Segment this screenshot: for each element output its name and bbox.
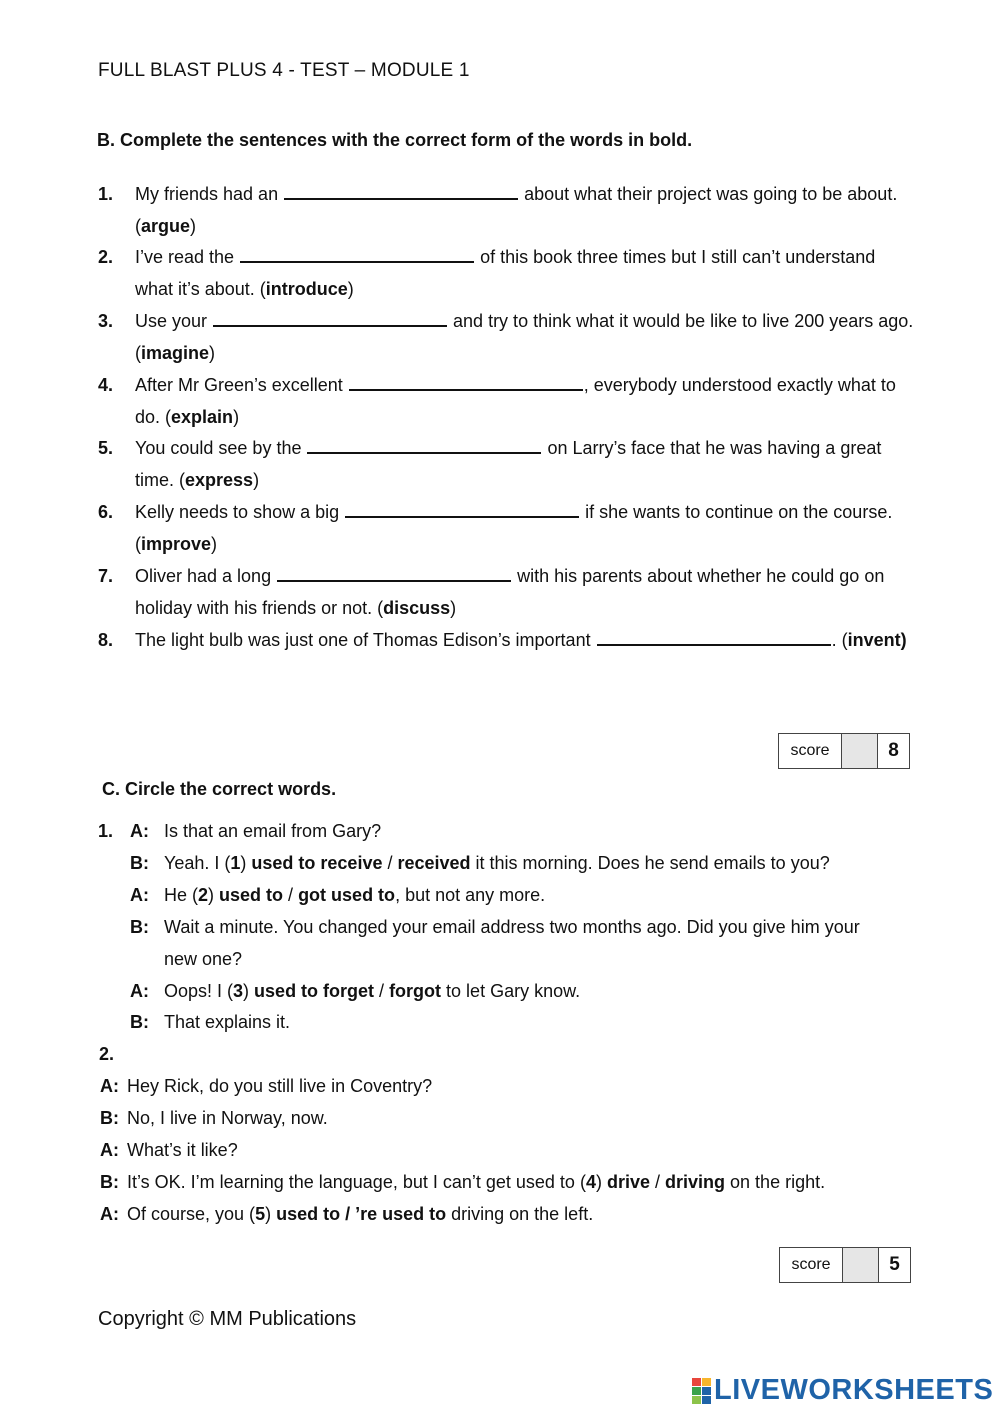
sentence-end: with his parents about whether he could go on holiday with his friends or not. (	[135, 566, 885, 618]
option-1: used to / ’re used to	[276, 1204, 447, 1224]
dialogue-text	[164, 847, 830, 879]
answer-blank[interactable]	[349, 371, 583, 391]
option-2: got used to	[298, 885, 396, 905]
item-number: 2.	[98, 247, 114, 267]
gap-number: 3	[233, 981, 244, 1001]
option-separator: /	[650, 1172, 666, 1192]
dialogue-line	[100, 1166, 825, 1198]
score-label: score	[780, 1248, 843, 1282]
score-input-cell[interactable]	[843, 1248, 879, 1282]
section-c-heading: C. Circle the correct words.	[102, 779, 337, 799]
sentence-end: about what their project was going to be about. (	[135, 184, 898, 236]
dialogue-text	[127, 1076, 432, 1096]
dialogue-line	[100, 1198, 593, 1230]
sentence-start: My friends had an	[135, 184, 284, 204]
keyword: introduce	[265, 279, 348, 299]
option-2: driving	[665, 1172, 726, 1192]
closing-paren: )	[211, 534, 218, 554]
logo-mark-icon	[692, 1378, 711, 1404]
text-part: He (	[164, 885, 199, 905]
dialogue-text	[127, 1108, 328, 1128]
speaker-label: B:	[130, 853, 149, 873]
text-part: What’s it like?	[127, 1140, 238, 1160]
exercise-item	[98, 241, 918, 305]
keyword: invent)	[847, 630, 907, 650]
speaker-label: B:	[130, 1012, 149, 1032]
answer-blank[interactable]	[307, 434, 541, 454]
sentence-end: if she wants to continue on the course. (	[135, 502, 893, 554]
text-part: it this morning. Does he send emails to you?	[470, 853, 830, 873]
answer-blank[interactable]	[213, 307, 447, 327]
item-sentence	[135, 560, 918, 624]
dialogue-line	[130, 847, 830, 879]
item-number: 1.	[98, 184, 114, 204]
sentence-end: of this book three times but I still can’t understand what it’s about. (	[135, 247, 876, 299]
item-sentence	[135, 305, 918, 369]
gap-number: 4	[585, 1172, 596, 1192]
section-b-heading: B. Complete the sentences with the correct form of the words in bold.	[97, 130, 693, 150]
option-separator: /	[283, 885, 299, 905]
option-1: used to	[219, 885, 284, 905]
sentence-end: and try to think what it would be like to live 200 years ago. (	[135, 311, 914, 363]
dialogue-text	[164, 975, 580, 1007]
speaker-label: A:	[130, 821, 149, 841]
text-part: Wait a minute. You changed your email address two months ago. Did you give him your	[164, 917, 860, 937]
exercise-item	[98, 369, 918, 433]
option-1: drive	[606, 1172, 650, 1192]
closing-paren: )	[209, 343, 216, 363]
section-b-score-box	[778, 733, 910, 769]
item-number: 5.	[98, 438, 114, 458]
keyword: express	[185, 470, 254, 490]
gap-number: 2	[198, 885, 209, 905]
page-header-title: FULL BLAST PLUS 4 - TEST – MODULE 1	[98, 60, 470, 81]
option-2: forgot	[389, 981, 442, 1001]
text-part: )	[208, 885, 220, 905]
sentence-start: The light bulb was just one of Thomas Edison’s important	[135, 630, 596, 650]
item-sentence	[135, 624, 918, 656]
speaker-label: B:	[130, 917, 149, 937]
sentence-end: on Larry’s face that he was having a great time. (	[135, 438, 882, 490]
dialogue-line	[130, 911, 860, 975]
speaker-label: A:	[100, 1140, 119, 1160]
dialogue-line	[100, 1134, 238, 1166]
text-part: )	[595, 1172, 607, 1192]
section-c-score-box	[779, 1247, 911, 1283]
speaker-label: A:	[130, 981, 149, 1001]
text-part: )	[265, 1204, 277, 1224]
closing-paren: )	[450, 598, 457, 618]
text-part: Hey Rick, do you still live in Coventry?	[127, 1076, 433, 1096]
speaker-label: B:	[100, 1108, 119, 1128]
logo-square	[702, 1396, 711, 1404]
keyword: improve	[141, 534, 212, 554]
option-1: used to receive	[251, 853, 383, 873]
dialogue-line	[130, 879, 545, 911]
sentence-start: You could see by the	[135, 438, 307, 458]
item-number: 6.	[98, 502, 114, 522]
sentence-end: . (	[831, 630, 848, 650]
dialogue-1-number: 1.	[98, 821, 114, 841]
option-separator: /	[382, 853, 398, 873]
text-part: driving on the left.	[446, 1204, 594, 1224]
keyword: explain	[171, 407, 234, 427]
exercise-item	[98, 560, 918, 624]
answer-blank[interactable]	[597, 626, 831, 646]
logo-square	[702, 1378, 711, 1386]
item-number: 8.	[98, 630, 114, 650]
item-number: 4.	[98, 375, 114, 395]
answer-blank[interactable]	[284, 180, 518, 200]
item-sentence	[135, 369, 918, 433]
sentence-start: Oliver had a long	[135, 566, 277, 586]
logo-text: LIVEWORKSHEETS	[714, 1374, 994, 1406]
dialogue-continuation: new one?	[164, 949, 243, 969]
answer-blank[interactable]	[277, 562, 511, 582]
option-2: received	[397, 853, 471, 873]
keyword: discuss	[383, 598, 451, 618]
gap-number: 5	[255, 1204, 266, 1224]
logo-square	[692, 1387, 701, 1395]
score-max-value: 8	[888, 740, 899, 761]
dialogue-line	[100, 1070, 432, 1102]
text-part: on the right.	[725, 1172, 826, 1192]
speaker-label: A:	[100, 1076, 119, 1096]
dialogue-line	[100, 1102, 328, 1134]
dialogue-text	[164, 1006, 290, 1038]
text-part: )	[243, 981, 255, 1001]
dialogue-line	[130, 815, 381, 847]
dialogue-text	[164, 815, 381, 847]
score-label: score	[779, 734, 842, 768]
text-part: Oops! I (	[164, 981, 234, 1001]
dialogue-text	[127, 1204, 593, 1224]
closing-paren: )	[347, 279, 354, 299]
exercise-item	[98, 432, 918, 496]
answer-blank[interactable]	[345, 498, 579, 518]
closing-paren: )	[253, 470, 260, 490]
item-number: 3.	[98, 311, 114, 331]
item-sentence	[135, 496, 918, 560]
keyword: argue	[141, 216, 191, 236]
text-part: That explains it.	[164, 1012, 291, 1032]
sentence-start: I’ve read the	[135, 247, 240, 267]
logo-square	[692, 1378, 701, 1386]
sentence-start: Kelly needs to show a big	[135, 502, 345, 522]
speaker-label: A:	[130, 885, 149, 905]
dialogue-text	[164, 911, 860, 943]
gap-number: 1	[230, 853, 241, 873]
text-part: It’s OK. I’m learning the language, but I can’t get used to (	[127, 1172, 586, 1192]
dialogue-text	[164, 879, 545, 911]
liveworksheets-logo	[692, 1374, 993, 1407]
speaker-label: A:	[100, 1204, 119, 1224]
text-part: No, I live in Norway, now.	[127, 1108, 328, 1128]
dialogue-text	[127, 1172, 825, 1192]
text-part: to let Gary know.	[441, 981, 581, 1001]
text-part: Yeah. I (	[164, 853, 231, 873]
item-sentence	[135, 178, 918, 242]
closing-paren: )	[190, 216, 197, 236]
closing-paren: )	[233, 407, 240, 427]
dialogue-line	[130, 1006, 290, 1038]
sentence-start: Use your	[135, 311, 213, 331]
text-part: Is that an email from Gary?	[164, 821, 382, 841]
option-separator: /	[374, 981, 390, 1001]
answer-blank[interactable]	[240, 243, 474, 263]
item-sentence	[135, 241, 918, 305]
score-max-value: 5	[889, 1254, 900, 1275]
exercise-item	[98, 496, 918, 560]
dialogue-2-number: 2.	[99, 1044, 115, 1064]
item-sentence	[135, 432, 918, 496]
keyword: imagine	[141, 343, 210, 363]
text-part: )	[240, 853, 252, 873]
sentence-end: , everybody understood exactly what to do. (	[135, 375, 896, 427]
logo-square	[702, 1387, 711, 1395]
text-part: , but not any more.	[395, 885, 546, 905]
dialogue-text	[127, 1140, 238, 1160]
item-number: 7.	[98, 566, 114, 586]
exercise-item	[98, 624, 918, 656]
option-1: used to forget	[254, 981, 375, 1001]
logo-square	[692, 1396, 701, 1404]
sentence-start: After Mr Green’s excellent	[135, 375, 348, 395]
score-input-cell[interactable]	[842, 734, 878, 768]
copyright-notice: Copyright © MM Publications	[98, 1308, 357, 1330]
exercise-item	[98, 178, 918, 242]
exercise-item	[98, 305, 918, 369]
dialogue-line	[130, 975, 580, 1007]
text-part: Of course, you (	[127, 1204, 256, 1224]
speaker-label: B:	[100, 1172, 119, 1192]
